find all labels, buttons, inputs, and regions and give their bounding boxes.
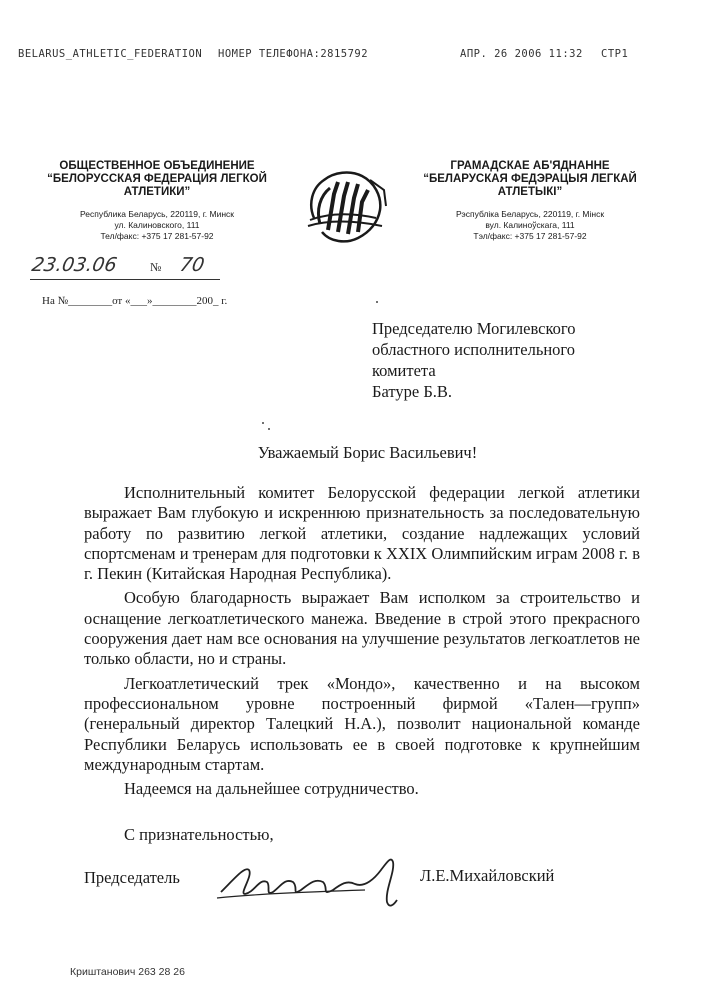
org-address-ru-line2: ул. Калиновского, 111 (114, 220, 200, 230)
addressee-line3: комитета (372, 361, 436, 380)
org-address-ru-line1: Республика Беларусь, 220119, г. Минск (79, 209, 235, 219)
outgoing-date: 23.03.06 (30, 254, 119, 276)
scan-speck (376, 301, 378, 303)
addressee-name: Батуре Б.В. (372, 382, 453, 401)
fax-phone: НОМЕР ТЕЛЕФОНА:2815792 (218, 48, 369, 60)
org-address-by-line2: вул. Калиноўскага, 111 (485, 220, 575, 230)
letter-body (84, 483, 640, 803)
scan-speck (262, 422, 264, 424)
signatory-title: Председатель (84, 868, 180, 887)
addressee-block (372, 318, 692, 402)
outgoing-number: 70 (178, 254, 207, 276)
body-paragraph: Исполнительный комитет Белорусской федерации легкой атлетики выражает Вам глубокую и искреннюю признательность за последовательную работу по развитию легкой атлетики, создание надлежащих условий спортсменам и тренерам для подготовки к XXIX Олимпийским играм 2008 г. в г. Пекин (Китайская Народная Республика). (84, 483, 640, 584)
outgoing-registration (30, 256, 250, 278)
reference-line: На №________от «___»________200_ г. (42, 295, 228, 307)
closing: С признательностью, (124, 825, 274, 844)
org-phone-by: Тэл/факс: +375 17 281-57-92 (473, 231, 587, 241)
scan-speck (268, 428, 270, 430)
fax-header (0, 48, 715, 70)
org-name-by-line3: АТЛЕТЫКІ” (497, 186, 563, 198)
org-phone-ru: Тел/факс: +375 17 281-57-92 (100, 231, 214, 241)
org-name-by-line2: “БЕЛАРУСКАЯ ФЕДЭРАЦЫЯ ЛЕГКАЙ (423, 173, 637, 185)
letterhead-belarusian (400, 160, 660, 242)
org-name-ru-line2: “БЕЛОРУССКАЯ ФЕДЕРАЦИЯ ЛЕГКОЙ (47, 173, 267, 185)
letterhead-russian (38, 160, 276, 242)
handwritten-signature (215, 848, 415, 910)
signatory-name: Л.Е.Михайловский (420, 866, 555, 885)
org-address-by-line1: Рэспубліка Беларусь, 220119, г. Мінск (455, 209, 605, 219)
addressee-line1: Председателю Могилевского (372, 319, 576, 338)
greeting: Уважаемый Борис Васильевич! (257, 443, 478, 462)
fax-page: СТР1 (601, 48, 629, 60)
fax-datetime: АПР. 26 2006 11:32 (460, 48, 583, 60)
executor-footer: Криштанович 263 28 26 (70, 966, 185, 978)
org-name-ru-line3: АТЛЕТИКИ” (123, 186, 191, 198)
addressee-line2: областного исполнительного (372, 340, 576, 359)
federation-logo-icon (300, 160, 392, 252)
fax-sender: BELARUS_ATHLETIC_FEDERATION (18, 48, 203, 60)
org-name-by-line1: ГРАМАДСКАЕ АБ'ЯДНАННЕ (450, 160, 610, 172)
body-paragraph: Надеемся на дальнейшее сотрудничество. (124, 779, 419, 799)
org-name-ru-line1: ОБЩЕСТВЕННОЕ ОБЪЕДИНЕНИЕ (59, 160, 255, 172)
body-paragraph: Легкоатлетический трек «Мондо», качественно и на высоком профессиональном уровне построенный фирмой «Тален—групп» (генеральный директор Талецкий Н.А.), позволит национальной команде Республики Беларусь использовать ее в своей подготовке к крупнейшим международным стартам. (84, 673, 640, 774)
outgoing-number-label: № (150, 260, 162, 274)
body-paragraph: Особую благодарность выражает Вам исполком за строительство и оснащение легкоатлетического манежа. Введение в строй этого прекрасного сооружения дает нам все основания на улучшение результатов легкоатлетов не только области, но и страны. (84, 588, 640, 669)
registration-underline (30, 279, 220, 280)
